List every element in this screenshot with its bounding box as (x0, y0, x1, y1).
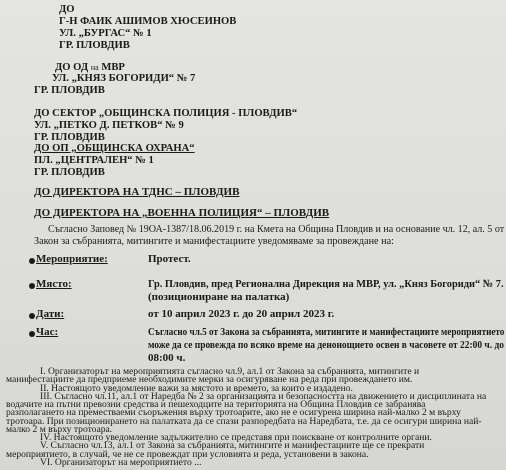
hour-value-1: Съгласно чл.5 от Закона за събранията, митингите и манифестациите мероприятието (148, 326, 505, 338)
bullet-icon (29, 283, 35, 289)
recipient-3-street: УЛ. „ПЕТКО Д. ПЕТКОВ“ № 9 (34, 120, 184, 131)
bullet-icon (29, 258, 35, 264)
recipient-2-city: ГР. ПЛОВДИВ (34, 85, 105, 96)
place-label: Място: (36, 278, 72, 290)
recipient-6-to: ДО ДИРЕКТОРА НА „ВОЕННА ПОЛИЦИЯ“ – ПЛОВДИВ (34, 207, 330, 219)
body-line: I. Организаторът на мероприятията съгласно чл.9, ал.1 от Закона за събранията, митингите и (40, 366, 420, 377)
body-line: IV. Настоящото уведомление задължително се представя при поискване от контролните органи. (40, 432, 432, 444)
recipient-4-to: ДО ОП „ОБЩИНСКА ОХРАНА“ (34, 143, 195, 154)
recipient-1-street: УЛ. „БУРГАС“ № 1 (59, 28, 152, 39)
body-line: мероприятието, в случай, че не се провеждат при условията и реда, установени в закона. (6, 448, 369, 460)
recipient-3-city: ГР. ПЛОВДИВ (34, 132, 105, 143)
recipient-5-to: ДО ДИРЕКТОРА НА ТДНС – ПЛОВДИВ (34, 186, 240, 198)
recipient-2-to-small: на (90, 63, 99, 72)
place-value-2: (позициониране на палатка) (148, 291, 290, 303)
hour-value-3: 08:00 ч. (148, 352, 186, 364)
recipient-2-to-prefix: ДО ОД (55, 62, 89, 73)
dates-label: Дати: (36, 308, 65, 320)
hour-label: Час: (36, 326, 59, 338)
body-line: разполагането на преместваеми съоръжения върху тротоарите, ако не е осигурена ширина най-малко 2 м върху (6, 407, 461, 419)
body-line: водачите на пътни превозни средства и пешеходците на територията на Община Пловдив се забранява (6, 399, 426, 411)
recipient-4-city: ГР. ПЛОВДИВ (34, 167, 105, 178)
recipient-2-to-suffix: МВР (101, 62, 125, 73)
body-line: V. Съгласно чл.13, ал.1 от Закона за събранията, митингите и манифестациите ще се прекрати (40, 440, 425, 452)
place-value-1: Гр. Пловдив, пред Регионална Дирекция на МВР, ул. „Княз Богориди“ № 7. (148, 278, 504, 290)
recipient-4-street: ПЛ. „ЦЕНТРАЛЕН“ № 1 (34, 155, 154, 166)
intro-line-1: Съгласно Заповед № 19ОА-1387/18.06.2019 г. на Кмета на Община Пловдив и на основание чл. 12, ал. 5 от (48, 224, 505, 235)
body-line: III. Съгласно чл.11, ал.1 от Наредба № 2 за организацията и безопасността на движението и дисциплината на (40, 390, 487, 402)
recipient-1-to: ДО (59, 4, 75, 15)
recipient-1-city: ГР. ПЛОВДИВ (59, 40, 130, 51)
recipient-2-street: УЛ. „КНЯЗ БОГОРИДИ“ № 7 (52, 73, 196, 84)
body-line: малко 2 м върху тротоара. (6, 423, 113, 435)
event-value: Протест. (148, 253, 191, 265)
body-line: II. Настоящото уведомление важи за мястото и времето, за които е издадено. (40, 382, 353, 394)
body-line: манифестациите да предприеме необходимите мерки за осигуряване на реда при провеждането им. (6, 374, 413, 386)
body-line: VI. Организаторът на мероприятието ... (40, 457, 202, 468)
event-label: Мероприятие: (36, 253, 108, 265)
recipient-3-to: ДО СЕКТОР „ОБЩИНСКА ПОЛИЦИЯ - ПЛОВДИВ“ (34, 108, 298, 119)
dates-value: от 10 април 2023 г. до 20 април 2023 г. (148, 308, 335, 320)
hour-value-2: може да се провежда по всяко време на денонощието освен в часовете от 22:00 ч. до (148, 339, 504, 351)
body-line: тротоара. При позиционирането на палатката да се спази разпоредбата на Наредбата, т.е. да се осигури ширина най- (6, 415, 482, 427)
bullet-icon (29, 331, 35, 337)
recipient-1-name: Г-Н ФАИК АШИМОВ ХЮСЕИНОВ (59, 16, 237, 27)
bullet-icon (29, 313, 35, 319)
intro-line-2: Закон за събранията, митингите и манифестациите уведомяваме за провеждане на: (34, 236, 394, 247)
